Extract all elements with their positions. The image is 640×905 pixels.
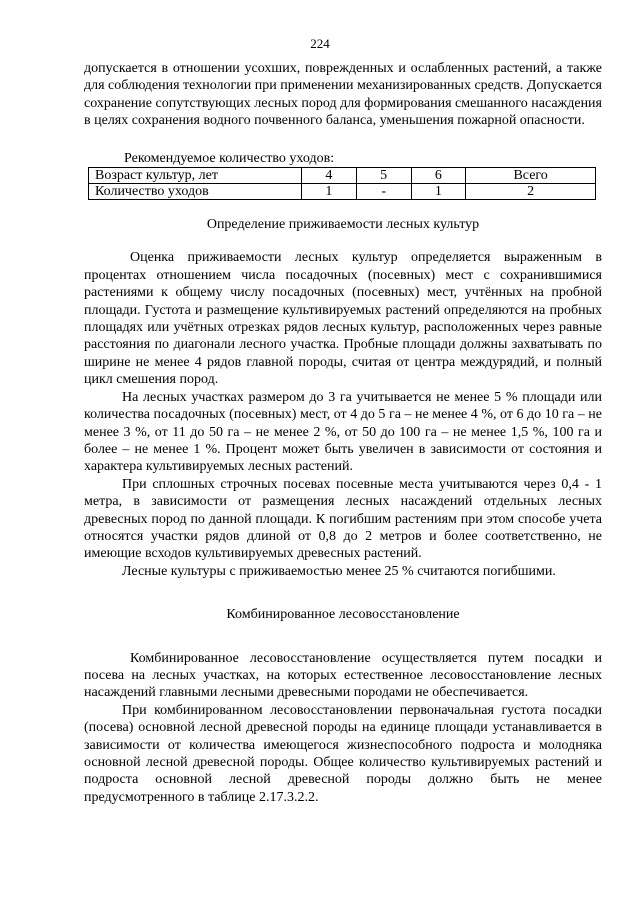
paragraph: При сплошных строчных посевах посевные места учитываются через 0,4 - 1 метра, в зависимости от размещения лесных насаждений отдельных лесных древесных пород по данной площади. К погибшим растениям при этом способе учета относятся участки рядов длиной от 0,8 до 2 метров и более соответственно, не имеющие всходов культивируемых древесных растений.	[84, 476, 602, 562]
table-row	[89, 184, 596, 200]
page-number: 224	[310, 36, 330, 51]
paragraph: При комбинированном лесовосстановлении первоначальная густота посадки (посева) основной лесной древесной породы на единице площади устанавливается в зависимости от количества имеющегося жизнеспособного подроста и молодняка основной лесной древесной породы. Общее количество культивируемых растений и подроста основной лесной древесной породы должно быть не менее предусмотренного в таблице 2.17.3.2.2.	[84, 702, 602, 805]
table-header-row	[89, 168, 596, 184]
table-cell: Возраст культур, лет	[89, 168, 302, 184]
table-cell: Всего	[466, 168, 596, 184]
document-body	[84, 60, 602, 806]
paragraph: Комбинированное лесовосстановление осуществляется путем посадки и посева на лесных участках, на которых естественное лесовосстановление лесных насаждений главными лесными древесными породами не обеспечивается.	[84, 650, 602, 701]
paragraph: Оценка приживаемости лесных культур определяется выраженным в процентах отношением числа посадочных (посевных) мест с сохранившимися растениями к общему числу посадочных (посевных) мест, учтённых на пробной площади. Густота и размещение культивируемых растений определяются на пробных площадях или учётных отрезках рядов лесных культур, расположенных через равные расстояния по диагонали лесного участка. Пробные площади должны захватывать по ширине не менее 4 рядов главной породы, считая от центра междурядий, и полный цикл смешения пород.	[84, 250, 602, 388]
table-cell: 1	[302, 184, 357, 200]
table-cell: 6	[411, 168, 466, 184]
table-caption: Рекомендуемое количество уходов:	[124, 150, 335, 166]
paragraph: На лесных участках размером до 3 га учитывается не менее 5 % площади или количества посадочных (посевных) мест, от 4 до 5 га – не менее 4 %, от 6 до 10 га – не менее 3 %, от 11 до 50 га – не менее 2 %, от 50 до 100 га – не менее 1,5 %, 100 га и более – не менее 1 %. Процент может быть увеличен в зависимости от состояния и характера культивируемых лесных растений.	[84, 389, 602, 475]
intro-paragraph: допускается в отношении усохших, поврежденных и ослабленных растений, а также для соблюдения технологии при применении механизированных средств. Допускается сохранение сопутствующих лесных пород для формирования смешанного насаждения в целях сохранения водного почвенного баланса, уменьшения пожарной опасности.	[84, 61, 602, 129]
section-heading: Комбинированное лесовосстановление	[226, 607, 460, 623]
care-count-table	[88, 167, 596, 200]
table-cell: 2	[466, 184, 596, 200]
table-cell: 4	[302, 168, 357, 184]
paragraph: Лесные культуры с приживаемостью менее 25 % считаются погибшими.	[122, 563, 556, 579]
table-cell: -	[356, 184, 411, 200]
table-cell: 5	[356, 168, 411, 184]
section-heading: Определение приживаемости лесных культур	[206, 217, 480, 233]
table-cell: 1	[411, 184, 466, 200]
table-cell: Количество уходов	[89, 184, 302, 200]
